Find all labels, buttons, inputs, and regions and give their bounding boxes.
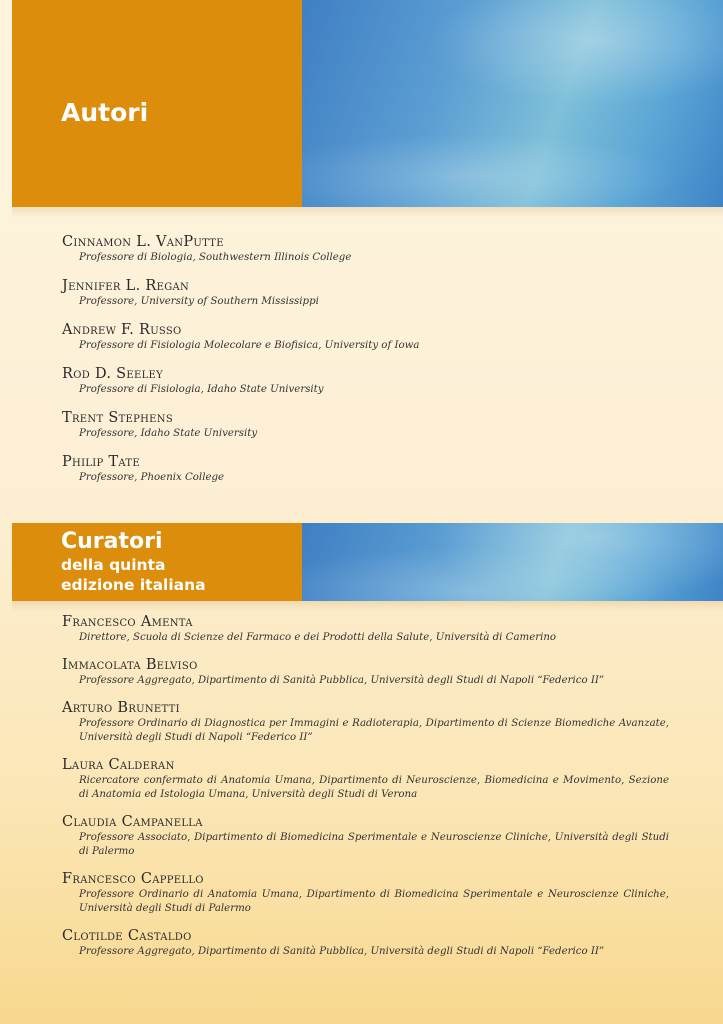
editor-role: Professore Aggregato, Dipartimento di Sanità Pubblica, Università degli Studi di Napoli “Federico II”	[79, 946, 605, 957]
author-role: Professore, Phoenix College	[79, 472, 225, 483]
author-role: Professore, University of Southern Mississippi	[79, 296, 319, 307]
editor-entry	[62, 814, 669, 859]
author-entry	[62, 322, 669, 366]
editor-role: Direttore, Scuola di Scienze del Farmaco e dei Prodotti della Salute, Università di Camerino	[79, 632, 557, 643]
editor-name: Laura Calderan	[62, 757, 175, 773]
author-role: Professore di Fisiologia Molecolare e Biofisica, University of Iowa	[79, 340, 420, 351]
author-name: Philip Tate	[62, 454, 140, 470]
editor-name: Francesco Cappello	[62, 871, 204, 887]
editor-role: Ricercatore confermato di Anatomia Umana, Dipartimento di Neuroscienze, Biomedicina e Movimento, Sezione di Anatomia ed Istologia Umana, Università degli Studi di Verona	[79, 775, 669, 800]
autori-banner-shadow	[12, 207, 723, 217]
curatori-banner	[12, 523, 723, 601]
author-name: Rod D. Seeley	[62, 366, 164, 382]
editor-entry	[62, 928, 669, 959]
editor-name: Clotilde Castaldo	[62, 928, 192, 944]
editor-entry	[62, 700, 669, 745]
author-name: Andrew F. Russo	[62, 322, 182, 338]
author-name: Cinnamon L. VanPutte	[62, 234, 224, 250]
autori-list	[62, 234, 669, 498]
curatori-list	[62, 614, 669, 971]
author-name: Trent Stephens	[62, 410, 173, 426]
editor-entry	[62, 614, 669, 645]
autori-heading: Autori	[12, 0, 302, 207]
author-entry	[62, 366, 669, 410]
editor-entry	[62, 757, 669, 802]
curatori-heading-line1: Curatori	[61, 529, 163, 554]
curatori-heading-line2: della quinta	[61, 556, 166, 574]
autori-banner-graphic	[302, 0, 723, 207]
editor-entry	[62, 871, 669, 916]
author-role: Professore di Fisiologia, Idaho State University	[79, 384, 324, 395]
curatori-banner-graphic	[302, 523, 723, 601]
editor-role: Professore Ordinario di Anatomia Umana, Dipartimento di Biomedicina Sperimentale e Neuroscienze Cliniche, Università degli Studi di Palermo	[79, 889, 669, 914]
author-entry	[62, 410, 669, 454]
curatori-banner-shadow	[12, 601, 723, 611]
author-name: Jennifer L. Regan	[62, 278, 190, 294]
editor-entry	[62, 657, 669, 688]
author-entry	[62, 454, 669, 498]
author-role: Professore, Idaho State University	[79, 428, 258, 439]
editor-name: Claudia Campanella	[62, 814, 203, 830]
author-entry	[62, 278, 669, 322]
author-entry	[62, 234, 669, 278]
curatori-heading	[12, 523, 302, 601]
curatori-heading-line3: edizione italiana	[61, 576, 206, 594]
autori-banner	[12, 0, 723, 207]
author-role: Professore di Biologia, Southwestern Illinois College	[79, 252, 352, 263]
editor-role: Professore Ordinario di Diagnostica per Immagini e Radioterapia, Dipartimento di Scienze Biomediche Avanzate, Università degli Studi di Napoli “Federico II”	[79, 718, 669, 743]
editor-name: Immacolata Belviso	[62, 657, 198, 673]
editor-name: Francesco Amenta	[62, 614, 193, 630]
editor-role: Professore Associato, Dipartimento di Biomedicina Sperimentale e Neuroscienze Cliniche, Università degli Studi di Palermo	[79, 832, 669, 857]
editor-name: Arturo Brunetti	[62, 700, 180, 716]
editor-role: Professore Aggregato, Dipartimento di Sanità Pubblica, Università degli Studi di Napoli “Federico II”	[79, 675, 605, 686]
